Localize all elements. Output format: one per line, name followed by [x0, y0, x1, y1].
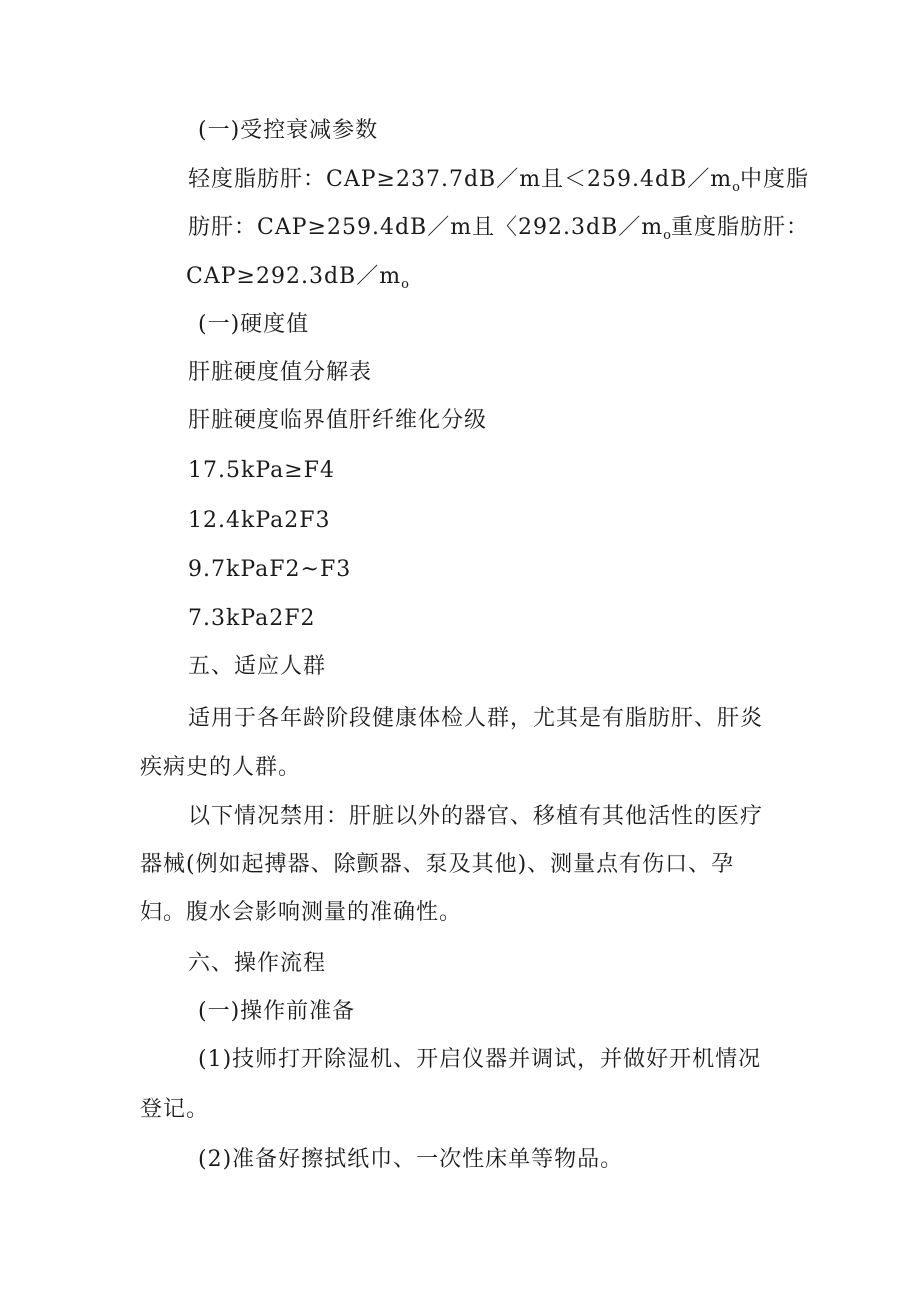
list-item: (1)技师打开除湿机、开启仪器并调试，并做好开机情况 — [198, 1047, 762, 1072]
paragraph-line: $CAP\ge 292.3dB/m_o$ — [186, 264, 409, 292]
subscript: o — [663, 228, 671, 243]
section-heading-controlled-attenuation: (一)受控衰减参数 — [198, 118, 379, 143]
table-row: 12.4kPa2F3 — [188, 508, 331, 533]
subscript: o — [401, 277, 409, 292]
paragraph-line: 疾病史的人群。 — [140, 755, 302, 780]
paragraph-line: 以下情况禁用：肝脏以外的器官、移植有其他活性的医疗 — [188, 804, 764, 829]
paragraph-line: 轻度脂肪肝：CAP≥237.7dB／m且$<259.4dB/m_o$中度脂 — [188, 167, 809, 195]
list-item: (2)准备好擦拭纸巾、一次性床单等物品。 — [198, 1147, 624, 1172]
list-item-continuation: 登记。 — [140, 1097, 210, 1122]
table-row: 7.3kPa2F2 — [188, 606, 316, 631]
paragraph-line: 妇。腹水会影响测量的准确性。 — [140, 900, 463, 925]
section-heading-operation-procedure: 六、操作流程 — [188, 951, 327, 976]
subsection-heading-preparation: (一)操作前准备 — [198, 999, 356, 1024]
paragraph-line: 器械(例如起搏器、除颤器、泵及其他)、测量点有伤口、孕 — [140, 852, 735, 877]
section-heading-applicable-population: 五、适应人群 — [188, 654, 327, 679]
section-heading-stiffness: (一)硬度值 — [198, 312, 310, 337]
table-row: 9.7kPaF2~F3 — [188, 557, 352, 582]
table-row: 17.5kPa≥F4 — [188, 458, 335, 483]
subscript: o — [732, 180, 740, 195]
table-title: 肝脏硬度值分解表 — [188, 360, 373, 385]
paragraph-line: 适用于各年龄阶段健康体检人群，尤其是有脂肪肝、肝炎 — [188, 706, 764, 731]
paragraph-line: 肪肝：CAP≥259.4dB／m且〈$292.3dB/m_o$重度脂肪肝： — [188, 215, 809, 243]
table-header: 肝脏硬度临界值肝纤维化分级 — [188, 408, 488, 433]
